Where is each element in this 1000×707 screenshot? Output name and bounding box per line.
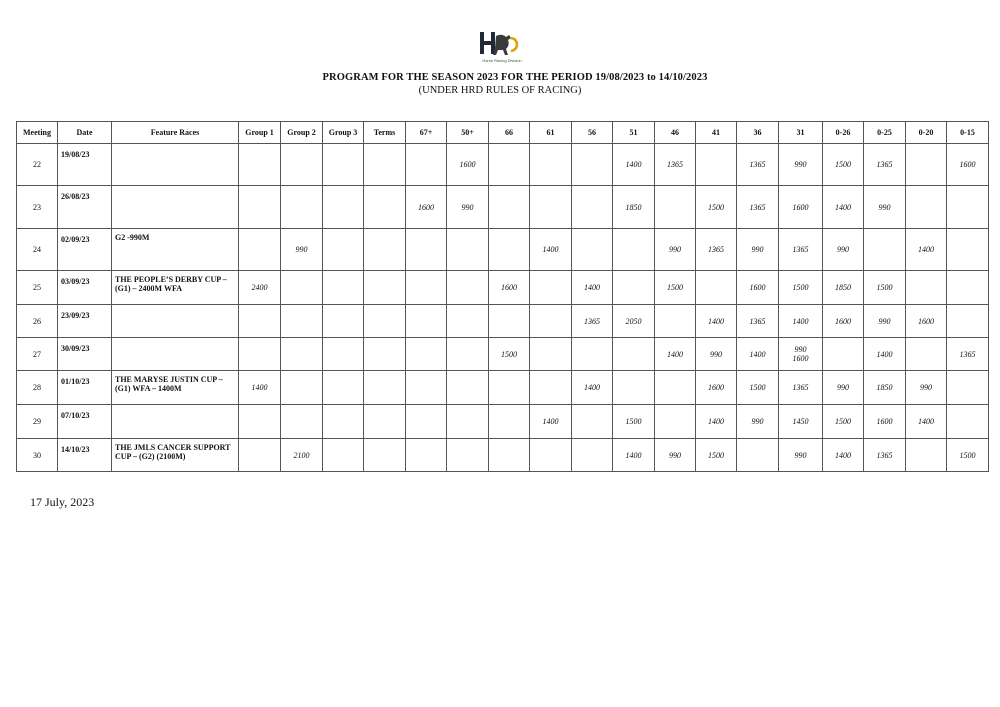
race-distance-cell: 1600 xyxy=(864,405,906,439)
race-distance-cell: 1500 xyxy=(864,271,906,305)
race-distance-cell: 1365 xyxy=(737,144,779,186)
race-distance-cell: 990 xyxy=(823,371,864,405)
race-distance-cell: 990 xyxy=(281,229,323,271)
race-distance-cell xyxy=(239,229,281,271)
race-distance-cell xyxy=(906,271,947,305)
meeting-date: 26/08/23 xyxy=(58,186,112,229)
race-distance-cell xyxy=(947,186,989,229)
table-row xyxy=(17,405,989,439)
race-distance-cell: 990 xyxy=(823,229,864,271)
feature-race: THE JMLS CANCER SUPPORT CUP – (G2) (2100M) xyxy=(112,439,239,472)
race-distance-cell xyxy=(406,371,447,405)
race-distance-cell: 1600 xyxy=(737,271,779,305)
race-distance-cell xyxy=(947,405,989,439)
race-distance-cell: 1365 xyxy=(947,338,989,371)
page-subtitle: (UNDER HRD RULES OF RACING) xyxy=(418,85,582,96)
race-distance-cell xyxy=(447,439,489,472)
race-distance-cell: 1600 xyxy=(489,271,530,305)
feature-race xyxy=(112,144,239,186)
race-distance-cell: 990 xyxy=(864,305,906,338)
race-distance-cell xyxy=(906,144,947,186)
meeting-date: 14/10/23 xyxy=(58,439,112,472)
race-distance-cell xyxy=(364,229,406,271)
race-distance-cell: 1365 xyxy=(779,371,823,405)
race-distance-cell: 1850 xyxy=(823,271,864,305)
column-header: 41 xyxy=(696,122,737,144)
race-distance-cell xyxy=(613,338,655,371)
race-distance-cell xyxy=(239,186,281,229)
race-distance-cell xyxy=(239,405,281,439)
race-distance-cell xyxy=(364,439,406,472)
race-distance-cell xyxy=(239,144,281,186)
meeting-date: 03/09/23 xyxy=(58,271,112,305)
race-distance-cell xyxy=(572,144,613,186)
race-distance-cell xyxy=(364,186,406,229)
race-distance-cell: 1600 xyxy=(779,186,823,229)
feature-race xyxy=(112,405,239,439)
race-distance-cell: 1400 xyxy=(239,371,281,405)
race-distance-cell xyxy=(447,271,489,305)
race-distance-cell: 2050 xyxy=(613,305,655,338)
race-distance-cell xyxy=(489,371,530,405)
race-distance-cell: 1365 xyxy=(572,305,613,338)
race-distance-cell xyxy=(281,144,323,186)
race-distance-cell xyxy=(530,271,572,305)
meeting-number: 26 xyxy=(17,305,58,338)
meeting-number: 24 xyxy=(17,229,58,271)
race-distance-cell: 1400 xyxy=(823,186,864,229)
race-distance-cell: 1400 xyxy=(572,371,613,405)
race-distance-cell xyxy=(823,338,864,371)
race-distance-cell xyxy=(947,305,989,338)
horse-logo-icon xyxy=(474,28,530,58)
race-distance-cell xyxy=(696,271,737,305)
race-distance-cell: 990 xyxy=(696,338,737,371)
table-row xyxy=(17,186,989,229)
race-distance-cell xyxy=(572,229,613,271)
race-distance-cell xyxy=(530,305,572,338)
column-header: 0-26 xyxy=(823,122,864,144)
race-distance-cell xyxy=(572,405,613,439)
race-distance-cell xyxy=(489,439,530,472)
race-distance-cell xyxy=(947,271,989,305)
race-distance-cell xyxy=(572,439,613,472)
race-distance-cell xyxy=(281,305,323,338)
column-header: Meeting xyxy=(17,122,58,144)
column-header: Group 3 xyxy=(323,122,364,144)
meeting-date: 01/10/23 xyxy=(58,371,112,405)
race-distance-cell: 2100 xyxy=(281,439,323,472)
race-distance-cell xyxy=(239,439,281,472)
race-distance-cell xyxy=(281,405,323,439)
feature-race xyxy=(112,305,239,338)
feature-race xyxy=(112,338,239,371)
race-distance-cell: 990 xyxy=(779,144,823,186)
race-distance-cell xyxy=(737,439,779,472)
race-distance-cell xyxy=(406,405,447,439)
race-distance-cell: 1600 xyxy=(947,144,989,186)
race-distance-cell xyxy=(364,271,406,305)
race-distance-cell xyxy=(489,229,530,271)
table-row xyxy=(17,439,989,472)
race-distance-cell xyxy=(364,371,406,405)
race-distance-cell: 1365 xyxy=(696,229,737,271)
meeting-date: 30/09/23 xyxy=(58,338,112,371)
race-distance-cell: 1400 xyxy=(906,405,947,439)
column-header: Group 1 xyxy=(239,122,281,144)
race-distance-cell xyxy=(364,338,406,371)
race-distance-cell xyxy=(572,186,613,229)
race-distance-cell xyxy=(530,338,572,371)
table-body xyxy=(17,144,989,472)
race-distance-cell: 1400 xyxy=(655,338,696,371)
race-distance-cell: 990 xyxy=(655,229,696,271)
race-distance-cell: 1400 xyxy=(530,229,572,271)
feature-race: THE PEOPLE’S DERBY CUP – (G1) – 2400M WFA xyxy=(112,271,239,305)
race-distance-cell xyxy=(447,371,489,405)
race-distance-cell: 990 xyxy=(779,439,823,472)
meeting-date: 07/10/23 xyxy=(58,405,112,439)
race-distance-cell: 1400 xyxy=(779,305,823,338)
race-distance-cell: 1400 xyxy=(737,338,779,371)
race-distance-cell xyxy=(323,186,364,229)
feature-race: THE MARYSE JUSTIN CUP – (G1) WFA – 1400M xyxy=(112,371,239,405)
race-distance-cell: 1500 xyxy=(489,338,530,371)
meeting-date: 19/08/23 xyxy=(58,144,112,186)
race-distance-cell xyxy=(655,405,696,439)
race-distance-cell: 1365 xyxy=(864,439,906,472)
feature-race xyxy=(112,186,239,229)
meeting-date: 02/09/23 xyxy=(58,229,112,271)
race-distance-cell: 1600 xyxy=(447,144,489,186)
race-distance-cell: 1500 xyxy=(823,144,864,186)
column-header: 67+ xyxy=(406,122,447,144)
race-distance-cell xyxy=(447,338,489,371)
race-distance-cell: 1400 xyxy=(864,338,906,371)
race-distance-cell: 1365 xyxy=(655,144,696,186)
column-header: 56 xyxy=(572,122,613,144)
race-distance-cell xyxy=(489,186,530,229)
race-distance-cell xyxy=(613,371,655,405)
race-distance-cell: 990 xyxy=(864,186,906,229)
table-row xyxy=(17,229,989,271)
race-distance-cell xyxy=(364,305,406,338)
race-distance-cell xyxy=(406,144,447,186)
column-header: 31 xyxy=(779,122,823,144)
column-header: Date xyxy=(58,122,112,144)
race-distance-cell: 1450 xyxy=(779,405,823,439)
race-distance-cell xyxy=(489,305,530,338)
race-distance-cell xyxy=(323,371,364,405)
document-date: 17 July, 2023 xyxy=(30,495,95,509)
race-distance-cell: 1500 xyxy=(613,405,655,439)
race-distance-cell xyxy=(323,405,364,439)
race-distance-cell xyxy=(489,405,530,439)
race-distance-cell: 1500 xyxy=(823,405,864,439)
race-distance-cell: 1500 xyxy=(779,271,823,305)
race-distance-cell: 990 xyxy=(906,371,947,405)
column-header: 46 xyxy=(655,122,696,144)
column-header: 0-25 xyxy=(864,122,906,144)
race-distance-cell xyxy=(323,338,364,371)
race-distance-cell xyxy=(572,338,613,371)
race-distance-cell xyxy=(239,338,281,371)
race-distance-cell: 1500 xyxy=(655,271,696,305)
race-distance-cell xyxy=(655,371,696,405)
race-distance-cell xyxy=(655,186,696,229)
meeting-number: 25 xyxy=(17,271,58,305)
table-row xyxy=(17,338,989,371)
race-distance-cell: 1365 xyxy=(779,229,823,271)
race-distance-cell xyxy=(364,144,406,186)
race-distance-cell: 1400 xyxy=(613,439,655,472)
meeting-number: 27 xyxy=(17,338,58,371)
feature-race: G2 -990M xyxy=(112,229,239,271)
race-distance-cell xyxy=(406,439,447,472)
meeting-number: 22 xyxy=(17,144,58,186)
race-distance-cell xyxy=(489,144,530,186)
race-distance-cell: 1365 xyxy=(737,186,779,229)
race-distance-cell: 1850 xyxy=(864,371,906,405)
race-distance-cell xyxy=(239,305,281,338)
race-distance-cell: 2400 xyxy=(239,271,281,305)
race-distance-cell xyxy=(281,371,323,405)
race-distance-cell xyxy=(406,338,447,371)
race-distance-cell xyxy=(613,271,655,305)
column-header: 50+ xyxy=(447,122,489,144)
race-distance-cell xyxy=(406,271,447,305)
race-distance-cell: 1400 xyxy=(572,271,613,305)
meeting-number: 29 xyxy=(17,405,58,439)
page-title: PROGRAM FOR THE SEASON 2023 FOR THE PERIOD 19/08/2023 to 14/10/2023 xyxy=(322,72,708,83)
column-header: 0-15 xyxy=(947,122,989,144)
race-distance-cell xyxy=(530,439,572,472)
race-distance-cell: 1400 xyxy=(823,439,864,472)
race-distance-cell xyxy=(323,229,364,271)
race-distance-cell: 1500 xyxy=(696,439,737,472)
race-distance-cell xyxy=(281,338,323,371)
race-distance-cell: 990 1600 xyxy=(779,338,823,371)
race-distance-cell: 1600 xyxy=(406,186,447,229)
column-header: 66 xyxy=(489,122,530,144)
column-header: Group 2 xyxy=(281,122,323,144)
race-distance-cell xyxy=(281,186,323,229)
race-distance-cell xyxy=(906,439,947,472)
race-distance-cell: 1400 xyxy=(696,405,737,439)
column-header: Terms xyxy=(364,122,406,144)
race-distance-cell: 1400 xyxy=(696,305,737,338)
race-distance-cell xyxy=(323,144,364,186)
table-header-row xyxy=(17,122,989,144)
race-program-table xyxy=(16,121,989,472)
race-distance-cell: 990 xyxy=(447,186,489,229)
column-header: Feature Races xyxy=(112,122,239,144)
race-distance-cell xyxy=(864,229,906,271)
race-distance-cell xyxy=(906,338,947,371)
table-row xyxy=(17,371,989,405)
race-distance-cell: 1500 xyxy=(696,186,737,229)
table-row xyxy=(17,144,989,186)
race-distance-cell xyxy=(530,144,572,186)
race-distance-cell: 1600 xyxy=(696,371,737,405)
race-distance-cell xyxy=(530,371,572,405)
meeting-number: 28 xyxy=(17,371,58,405)
logo-caption: Horse Racing Division xyxy=(482,58,522,63)
race-distance-cell xyxy=(406,229,447,271)
race-distance-cell xyxy=(906,186,947,229)
table-row xyxy=(17,271,989,305)
race-distance-cell: 1400 xyxy=(613,144,655,186)
race-distance-cell xyxy=(530,186,572,229)
meeting-date: 23/09/23 xyxy=(58,305,112,338)
race-distance-cell: 1500 xyxy=(737,371,779,405)
race-distance-cell xyxy=(447,405,489,439)
race-distance-cell: 990 xyxy=(655,439,696,472)
race-distance-cell: 1600 xyxy=(823,305,864,338)
race-distance-cell xyxy=(447,305,489,338)
race-distance-cell xyxy=(447,229,489,271)
column-header: 0-20 xyxy=(906,122,947,144)
race-distance-cell: 990 xyxy=(737,229,779,271)
race-distance-cell xyxy=(323,305,364,338)
race-distance-cell xyxy=(364,405,406,439)
column-header: 61 xyxy=(530,122,572,144)
race-distance-cell: 990 xyxy=(737,405,779,439)
race-distance-cell: 1400 xyxy=(530,405,572,439)
meeting-number: 23 xyxy=(17,186,58,229)
race-distance-cell: 1500 xyxy=(947,439,989,472)
race-distance-cell: 1600 xyxy=(906,305,947,338)
race-distance-cell xyxy=(947,371,989,405)
race-distance-cell xyxy=(696,144,737,186)
race-distance-cell: 1400 xyxy=(906,229,947,271)
meeting-number: 30 xyxy=(17,439,58,472)
race-distance-cell xyxy=(613,229,655,271)
race-distance-cell xyxy=(406,305,447,338)
race-distance-cell: 1850 xyxy=(613,186,655,229)
race-distance-cell xyxy=(323,271,364,305)
column-header: 51 xyxy=(613,122,655,144)
table-row xyxy=(17,305,989,338)
race-distance-cell: 1365 xyxy=(864,144,906,186)
column-header: 36 xyxy=(737,122,779,144)
race-distance-cell xyxy=(655,305,696,338)
race-distance-cell xyxy=(281,271,323,305)
race-distance-cell xyxy=(323,439,364,472)
race-distance-cell xyxy=(947,229,989,271)
race-distance-cell: 1365 xyxy=(737,305,779,338)
